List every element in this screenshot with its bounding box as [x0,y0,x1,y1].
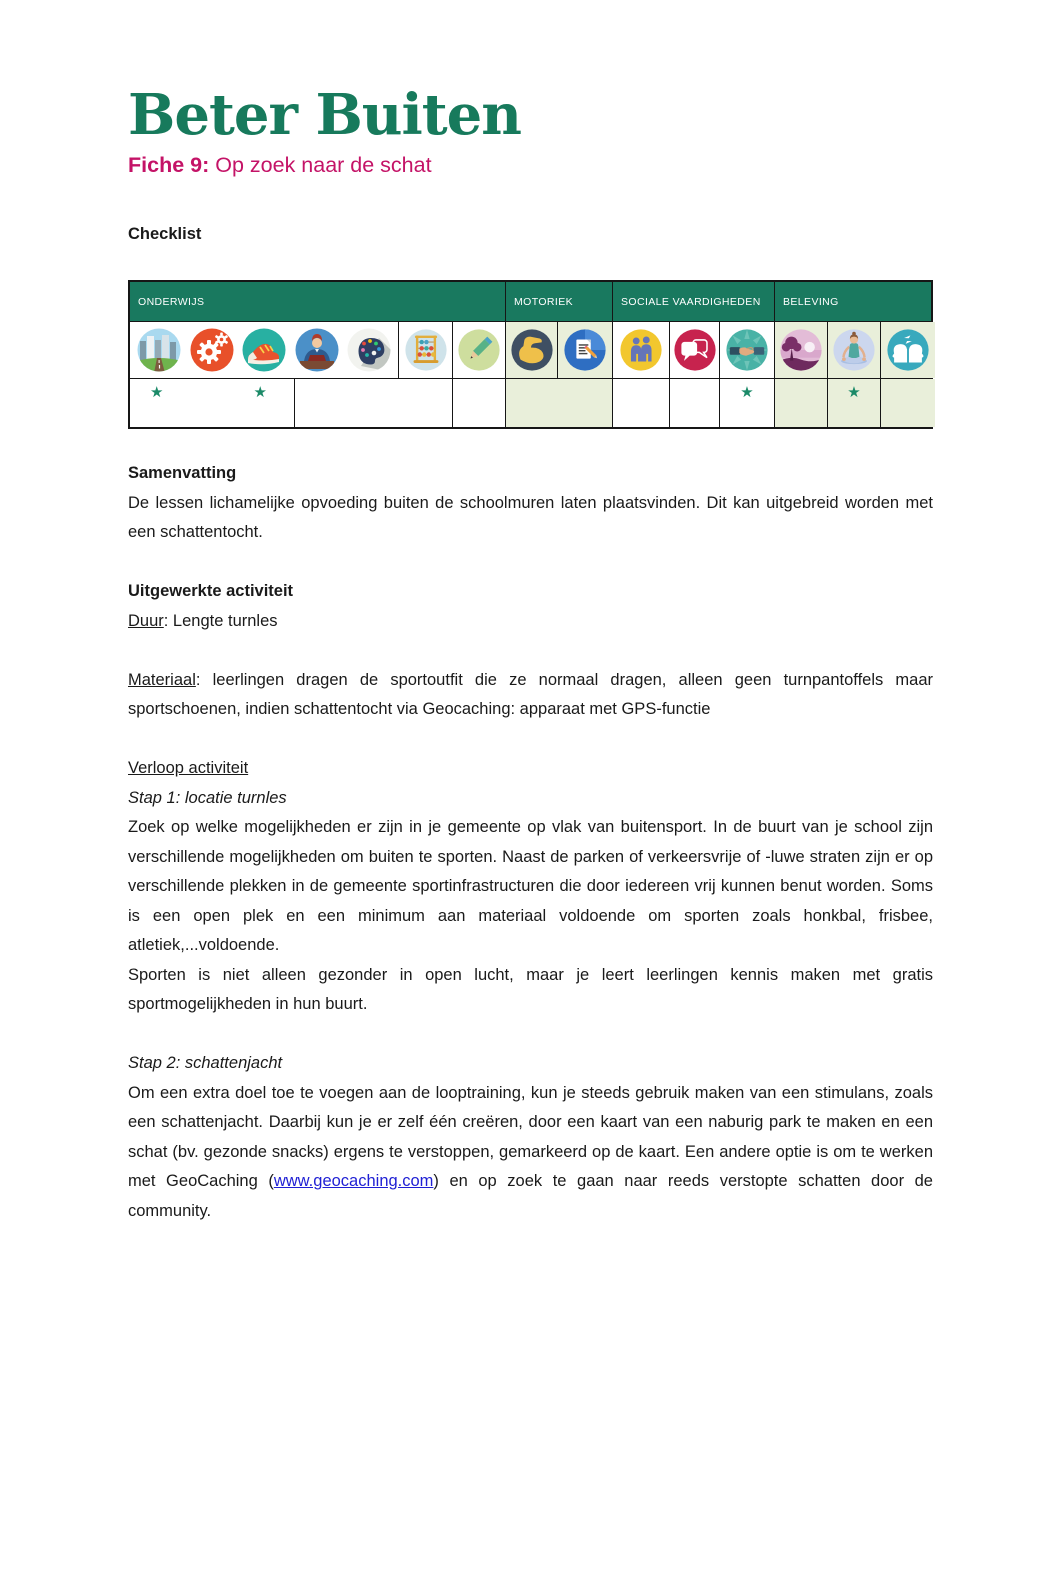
meditation-icon [831,327,877,373]
star-running-shoe: ★ [253,384,267,402]
pencil-icon [456,327,502,373]
fiche-number-label: Fiche 9: [128,152,210,177]
document-page [128,82,933,1226]
teacher-at-desk-icon [293,326,341,374]
star-handshake: ★ [740,384,754,402]
star-cell-two-people [612,379,669,427]
checklist-heading: Checklist [128,224,202,243]
star-city-skyline: ★ [150,384,164,402]
fiche-subtitle-text: Op zoek naar de schat [215,152,432,177]
stap1-title: Stap 1: locatie turnles [128,788,287,807]
duur-text: : Lengte turnles [163,611,278,630]
star-cell-two-heads [880,379,935,427]
fiche-subtitle [128,153,933,178]
star-meditation: ★ [847,384,861,402]
running-shoe-icon [240,326,288,374]
handshake-icon [724,327,770,373]
onderwijs-icons-cell [130,322,398,378]
star-cell-onderwijs-1 [130,379,294,427]
uitgewerkte-activiteit-heading: Uitgewerkte activiteit [128,582,294,601]
handshake-cell [719,322,774,378]
star-cell-handshake [719,379,774,427]
header-cell-onderwijs: ONDERWIJS [138,295,205,308]
checklist-table [128,280,933,429]
document-with-pencil-icon [562,327,608,373]
muscle-arm-icon [509,327,555,373]
duur-label: Duur [128,611,164,630]
two-heads-exchange-icon [885,327,931,373]
purple-landscape-cell [774,322,827,378]
stap1-paragraph-2: Sporten is niet alleen gezonder in open lucht, maar je leert leerlingen kennis maken met gratis sportmogelijkheden in hun buurt. [128,965,933,1014]
speech-bubbles-cell [669,322,719,378]
samenvatting-body: De lessen lichamelijke opvoeding buiten de schoolmuren laten plaatsvinden. Dit kan uitgebreid worden met een schattentocht. [128,493,933,542]
header-cell-sociale-vaardigheden: SOCIALE VAARDIGHEDEN [612,282,774,321]
duur-line [128,607,933,637]
star-cell-onderwijs-3 [452,379,505,427]
stap2-paragraph [128,1079,933,1227]
two-people-cell [612,322,669,378]
verloop-activiteit-heading: Verloop activiteit [128,759,249,778]
gears-icon [188,326,236,374]
muscle-arm-cell [505,322,557,378]
star-cell-landscape [774,379,827,427]
city-skyline-road-icon [135,326,183,374]
table-star-row [130,378,931,427]
star-cell-onderwijs-2 [294,379,452,427]
art-palette-icon [345,326,393,374]
star-cell-speech-bubbles [669,379,719,427]
stap2-text-after-link: ) en op zoek te gaan naar reeds verstopte schatten door de community. [128,1172,933,1220]
page-title: Beter Buiten [128,82,521,148]
abacus-icon [403,327,449,373]
geocaching-link[interactable]: www.geocaching.com [273,1172,434,1191]
table-header-row [130,282,931,321]
star-cell-motoriek [505,379,612,427]
two-people-icon [618,327,664,373]
meditation-cell [827,322,880,378]
stap2-title: Stap 2: schattenjacht [128,1054,283,1073]
speech-bubbles-icon [672,327,718,373]
purple-landscape-icon [778,327,824,373]
star-cell-meditation [827,379,880,427]
header-cell-beleving: BELEVING [774,282,935,321]
abacus-cell [398,322,452,378]
materiaal-paragraph [128,666,933,725]
two-heads-cell [880,322,935,378]
pencil-cell [452,322,505,378]
document-with-pencil-cell [557,322,612,378]
stap1-paragraph-1: Zoek op welke mogelijkheden er zijn in je gemeente op vlak van buitensport. In de buurt van je school zijn verschillende mogelijkheden om buiten te sporten. Naast de parken of verkeersvrije of -luwe straten zijn er op verschillende plekken in de gemeente sportinfrastructuren die door iedereen vrij kunnen benut worden. Soms is een open plek en een minimum aan materiaal voldoende om sporten zoals honkbal, frisbee, atletiek,...voldoende. [128,818,933,955]
materiaal-label: Materiaal [128,670,196,689]
header-cell-motoriek: MOTORIEK [505,282,612,321]
stap2-text-before-link: Om een extra doel toe te voegen aan de looptraining, kun je steeds gebruik maken van een stimulans, zoals een schattenjacht. Daarbij kun je er zelf één creëren, door een kaart van een naburig park te maken en een schat (bv. gezonde snacks) ergens te verstoppen, gemarkeerd op de kaart. Een andere optie is om te werken met GeoCaching ( [128,1083,933,1191]
materiaal-text: : leerlingen dragen de sportoutfit die ze normaal dragen, alleen geen turnpantoffels maar sportschoenen, indien schattentocht via Geocaching: apparaat met GPS-functie [128,670,933,719]
table-icon-row [130,321,931,378]
samenvatting-heading: Samenvatting [128,464,237,483]
